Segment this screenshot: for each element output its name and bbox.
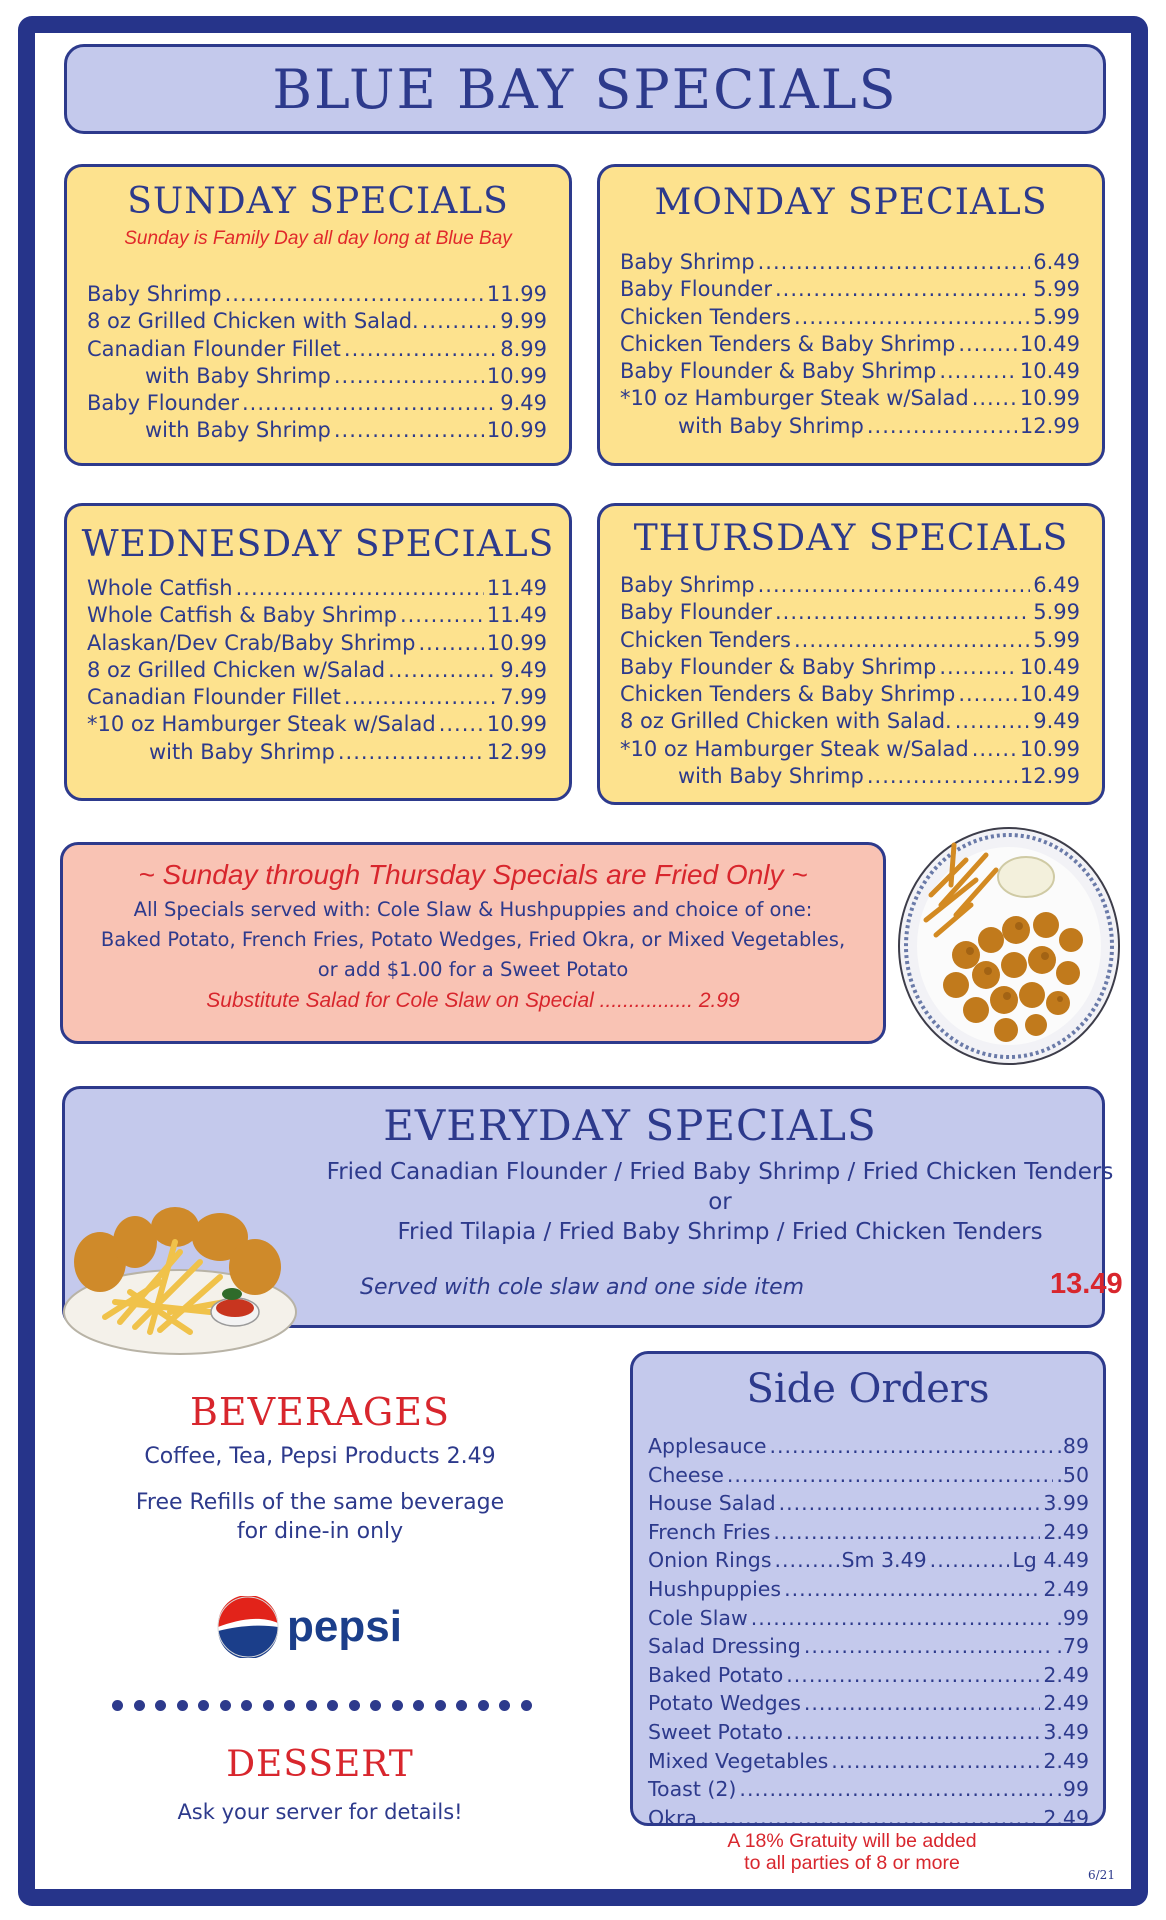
menu-item: with Baby Shrimp ..... 12.99 (620, 413, 1080, 440)
menu-item: with Baby Shrimp ..... 10.99 (87, 363, 547, 390)
everyday-served-note: Served with cole slaw and one side item (360, 1275, 805, 1300)
menu-item: Baby Flounder & Baby Shrimp ..... 10.49 (620, 358, 1080, 385)
sunday-specials-panel (64, 164, 572, 466)
menu-item: with Baby Shrimp ..... 12.99 (87, 739, 547, 766)
title-banner (64, 44, 1106, 134)
side-item: Applesauce ..... .89 (648, 1432, 1089, 1461)
menu-item: Canadian Flounder Fillet ..... 7.99 (87, 684, 547, 711)
everyday-line-1: Fried Canadian Flounder / Fried Baby Shrimp / Fried Chicken Tenders (326, 1159, 1114, 1185)
menu-item: 8 oz Grilled Chicken with Salad. ..... 9.99 (87, 308, 547, 335)
thursday-items (620, 572, 1080, 790)
fried-platter-image (60, 1182, 300, 1362)
gratuity-line-2: to all parties of 8 or more (744, 1852, 960, 1874)
side-item: Onion Rings ..... Sm 3.49 ..... Lg 4.49 (648, 1546, 1089, 1575)
side-item: Potato Wedges ..... 2.49 (648, 1689, 1089, 1718)
pepsi-wordmark: pepsi (287, 1602, 402, 1651)
fried-headline: ~ Sunday through Thursday Specials are Fried Only ~ (138, 859, 808, 890)
everyday-line-2: or (708, 1189, 732, 1215)
side-item: Toast (2) ..... .99 (648, 1775, 1089, 1804)
menu-item: Chicken Tenders & Baby Shrimp ..... 10.49 (620, 681, 1080, 708)
monday-specials-panel (597, 164, 1105, 466)
side-item: Mixed Vegetables ..... 2.49 (648, 1747, 1089, 1776)
menu-item: with Baby Shrimp ..... 10.99 (87, 417, 547, 444)
date-code: 6/21 (1088, 1868, 1115, 1882)
wednesday-items (87, 575, 547, 766)
pepsi-logo (217, 1592, 432, 1662)
sunday-note: Sunday is Family Day all day long at Blue Bay (124, 228, 512, 249)
menu-item: with Baby Shrimp ..... 12.99 (620, 763, 1080, 790)
menu-item: Whole Catfish & Baby Shrimp ..... 11.49 (87, 602, 547, 629)
menu-item: *10 oz Hamburger Steak w/Salad ..... 10.99 (87, 711, 547, 738)
side-orders-items (648, 1432, 1089, 1832)
sunday-heading: SUNDAY SPECIALS (127, 181, 509, 222)
pepsi-globe-icon (217, 1596, 279, 1658)
gratuity-line-1: A 18% Gratuity will be added (727, 1830, 977, 1852)
side-item: Hushpuppies ..... 2.49 (648, 1575, 1089, 1604)
side-item: Baked Potato ..... 2.49 (648, 1661, 1089, 1690)
menu-item: Canadian Flounder Fillet ..... 8.99 (87, 336, 547, 363)
side-item: French Fries ..... 2.49 (648, 1518, 1089, 1547)
menu-item: Whole Catfish ..... 11.49 (87, 575, 547, 602)
fried-shrimp-plate-image (896, 825, 1122, 1067)
menu-item: Chicken Tenders ..... 5.99 (620, 304, 1080, 331)
fried-line-2: Baked Potato, French Fries, Potato Wedges, Fried Okra, or Mixed Vegetables, (100, 928, 846, 951)
side-orders-panel (630, 1351, 1106, 1830)
page-title: BLUE BAY SPECIALS (272, 57, 898, 121)
menu-item: Chicken Tenders & Baby Shrimp ..... 10.49 (620, 331, 1080, 358)
wednesday-heading: WEDNESDAY SPECIALS (81, 524, 555, 565)
menu-item: Baby Shrimp ..... 6.49 (620, 572, 1080, 599)
side-item: Okra ..... 2.49 (648, 1804, 1089, 1833)
menu-item: Baby Flounder ..... 5.99 (620, 599, 1080, 626)
side-item: Sweet Potato ..... 3.49 (648, 1718, 1089, 1747)
fried-line-3: or add $1.00 for a Sweet Potato (317, 958, 629, 981)
beverages-line-2: Free Refills of the same beverage (135, 1490, 505, 1515)
beverages-heading: BEVERAGES (189, 1390, 451, 1434)
everyday-price: 13.49 (1050, 1268, 1123, 1300)
menu-item: Chicken Tenders ..... 5.99 (620, 627, 1080, 654)
menu-item: Alaskan/Dev Crab/Baby Shrimp ..... 10.99 (87, 630, 547, 657)
beverages-line-3: for dine-in only (236, 1519, 404, 1544)
menu-item: Baby Shrimp ..... 11.99 (87, 281, 547, 308)
side-item: Cheese ..... .50 (648, 1461, 1089, 1490)
menu-item: Baby Flounder & Baby Shrimp ..... 10.49 (620, 654, 1080, 681)
menu-item: 8 oz Grilled Chicken with Salad. ..... 9.49 (620, 708, 1080, 735)
dessert-note: Ask your server for details! (177, 1800, 463, 1824)
sunday-items (87, 281, 547, 445)
thursday-heading: THURSDAY SPECIALS (633, 518, 1069, 559)
beverages-line-1: Coffee, Tea, Pepsi Products 2.49 (144, 1444, 496, 1469)
monday-heading: MONDAY SPECIALS (654, 182, 1048, 223)
menu-item: *10 oz Hamburger Steak w/Salad ..... 10.99 (620, 385, 1080, 412)
thursday-specials-panel (597, 503, 1105, 805)
substitute-salad-note: Substitute Salad for Cole Slaw on Special ................ 2.99 (206, 989, 740, 1012)
everyday-line-3: Fried Tilapia / Fried Baby Shrimp / Fried Chicken Tenders (397, 1219, 1043, 1245)
menu-item: Baby Shrimp ..... 6.49 (620, 249, 1080, 276)
dessert-heading: DESSERT (226, 1744, 414, 1785)
side-item: House Salad ..... 3.99 (648, 1489, 1089, 1518)
fried-only-notice (60, 842, 886, 1044)
monday-items (620, 249, 1080, 440)
side-item: Cole Slaw ..... .99 (648, 1604, 1089, 1633)
dotted-divider (112, 1700, 532, 1711)
menu-item: Baby Flounder ..... 5.99 (620, 276, 1080, 303)
menu-item: 8 oz Grilled Chicken w/Salad ..... 9.49 (87, 657, 547, 684)
everyday-heading: EVERYDAY SPECIALS (383, 1101, 877, 1150)
wednesday-specials-panel (64, 503, 572, 801)
fried-line-1: All Specials served with: Cole Slaw & Hushpuppies and choice of one: (133, 898, 813, 921)
menu-item: Baby Flounder ..... 9.49 (87, 390, 547, 417)
menu-item: *10 oz Hamburger Steak w/Salad ..... 10.99 (620, 736, 1080, 763)
side-orders-heading: Side Orders (746, 1366, 990, 1412)
side-item: Salad Dressing ..... .79 (648, 1632, 1089, 1661)
